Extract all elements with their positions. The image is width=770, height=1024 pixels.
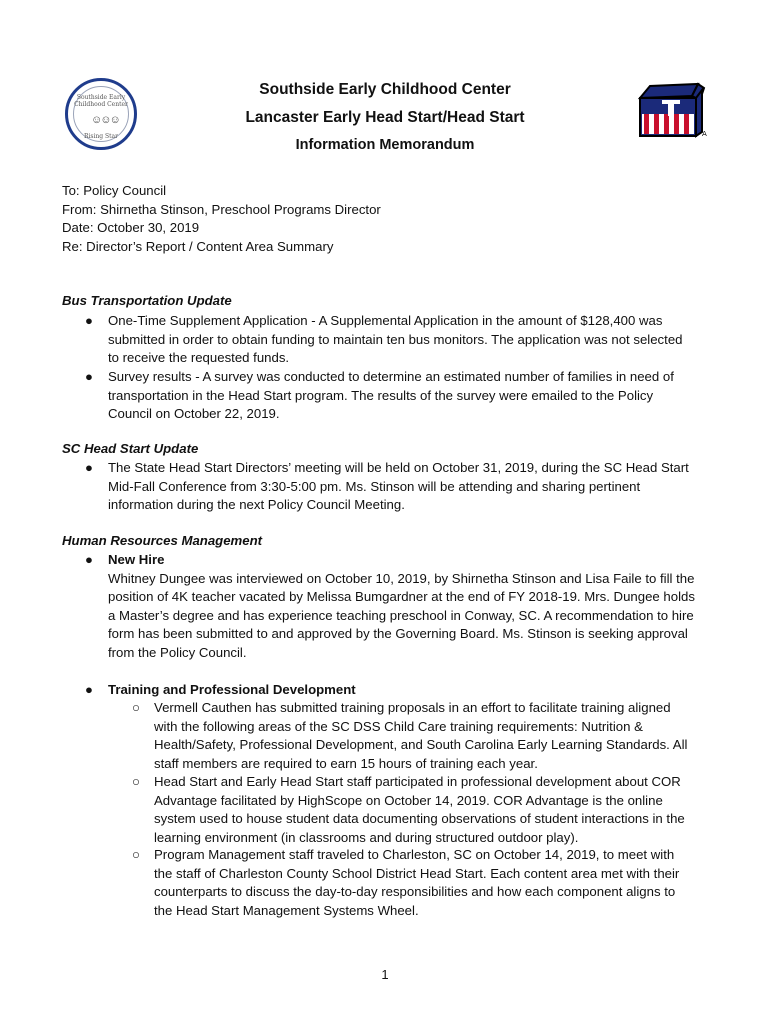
circle-bullet-icon: ○: [132, 700, 140, 715]
memo-from: From: Shirnetha Stinson, Preschool Programs Director: [62, 201, 381, 217]
circle-bullet-icon: ○: [132, 847, 140, 862]
text-line: Mid-Fall Conference from 3:30-5:00 pm. Ms. Stinson will be attending and sharing pertinent: [108, 478, 641, 494]
text-line: Whitney Dungee was interviewed on October 10, 2019, by Shirnetha Stinson and Lisa Faile to fill the: [108, 570, 695, 586]
text-line: form has been submitted to and approved by the Governing Board. Ms. Stinson is seeking approval: [108, 626, 688, 642]
text-line: The State Head Start Directors’ meeting will be held on October 31, 2019, during the SC Head Start: [108, 460, 689, 475]
logo-text-line-2: Childhood Center: [74, 101, 128, 108]
flag-box-icon: [636, 78, 710, 140]
text-line: transportation in the Head Start program. The results of the survey were emailed to the Policy: [108, 387, 654, 403]
text-line: from the Policy Council.: [108, 644, 247, 660]
children-figures-icon: ☺☺☺: [91, 114, 119, 126]
text-line: Head Start and Early Head Start staff participated in professional development about COR: [154, 774, 681, 789]
text-line: system used to house student data documenting observations of student interactions in the: [154, 811, 685, 827]
memo-details: [62, 182, 381, 256]
text-line: staff members are required to earn 15 hours of training each year.: [154, 755, 538, 771]
text-line: Health/Safety, Professional Development, and South Carolina Early Learning Standards. All: [154, 737, 688, 753]
text-line: with the following areas of the SC DSS Child Care training requirements: Nutrition &: [154, 718, 643, 734]
text-line: counterparts to discuss the day-to-day responsibilities and how each component aligns to: [154, 884, 676, 900]
subheading-new-hire: New Hire: [108, 552, 165, 567]
bullet-icon: ●: [85, 682, 93, 697]
text-line: information during the next Policy Council Meeting.: [108, 497, 405, 513]
header-organization: Southside Early Childhood Center: [259, 81, 511, 98]
text-line: a Master’s degree and has experience teaching preschool in Conway, SC. A recommendation to hire: [108, 607, 694, 623]
bullet-icon: ●: [85, 369, 93, 384]
header-memo-type: Information Memorandum: [295, 137, 475, 153]
head-start-logo: [636, 78, 710, 140]
list-item: [85, 551, 695, 663]
text-line: learning environment (in classrooms and during structured outdoor play).: [154, 829, 579, 845]
list-item: [85, 312, 683, 368]
memo-re: Re: Director’s Report / Content Area Summary: [62, 238, 334, 254]
subheading-training: Training and Professional Development: [108, 682, 356, 697]
list-item: [132, 773, 685, 847]
text-line: Vermell Cauthen has submitted training proposals in an effort to facilitate training aligned: [154, 700, 671, 715]
logo-text-line-3: Rising Star: [83, 133, 118, 140]
bullet-icon: ●: [85, 313, 93, 328]
text-line: the staff of Charleston County School District Head Start. Each content area met with their: [154, 865, 680, 881]
page-number: 1: [381, 967, 389, 982]
list-item: [132, 699, 688, 773]
circle-bullet-icon: ○: [132, 774, 140, 789]
text-line: Program Management staff traveled to Charleston, SC on October 14, 2019, to meet with: [154, 847, 675, 862]
text-line: submitted in order to obtain funding to maintain ten bus monitors. The application was not selected: [108, 331, 683, 347]
list-item: [85, 681, 356, 700]
logo-text-line-1: Southside Early: [76, 94, 126, 101]
memo-date: Date: October 30, 2019: [62, 220, 200, 236]
logo-mark-letter: A: [702, 130, 707, 138]
section-title-hr: Human Resources Management: [62, 533, 263, 548]
bullet-icon: ●: [85, 552, 93, 567]
text-line: Council on October 22, 2019.: [108, 406, 280, 422]
text-line: Survey results - A survey was conducted to determine an estimated number of families in need of: [108, 369, 674, 384]
text-line: Advantage facilitated by HighScope on October 14, 2019. COR Advantage is the online: [154, 792, 663, 808]
list-item: [85, 368, 674, 424]
list-item: [85, 459, 689, 515]
section-title-bus: Bus Transportation Update: [62, 293, 232, 308]
text-line: to receive the requested funds.: [108, 350, 290, 366]
header-program: Lancaster Early Head Start/Head Start: [245, 109, 525, 126]
section-title-sc: SC Head Start Update: [62, 441, 199, 456]
list-item: [132, 846, 680, 920]
text-line: position of 4K teacher vacated by Melissa Bumgardner at the end of FY 2018-19. Mrs. Dungee holds: [108, 589, 695, 605]
memo-to: To: Policy Council: [62, 183, 167, 198]
bullet-icon: ●: [85, 460, 93, 475]
text-line: One-Time Supplement Application - A Supplemental Application in the amount of $128,400 was: [108, 313, 663, 328]
southside-logo: [65, 78, 137, 150]
text-line: the Head Start Management Systems Wheel.: [154, 902, 419, 918]
